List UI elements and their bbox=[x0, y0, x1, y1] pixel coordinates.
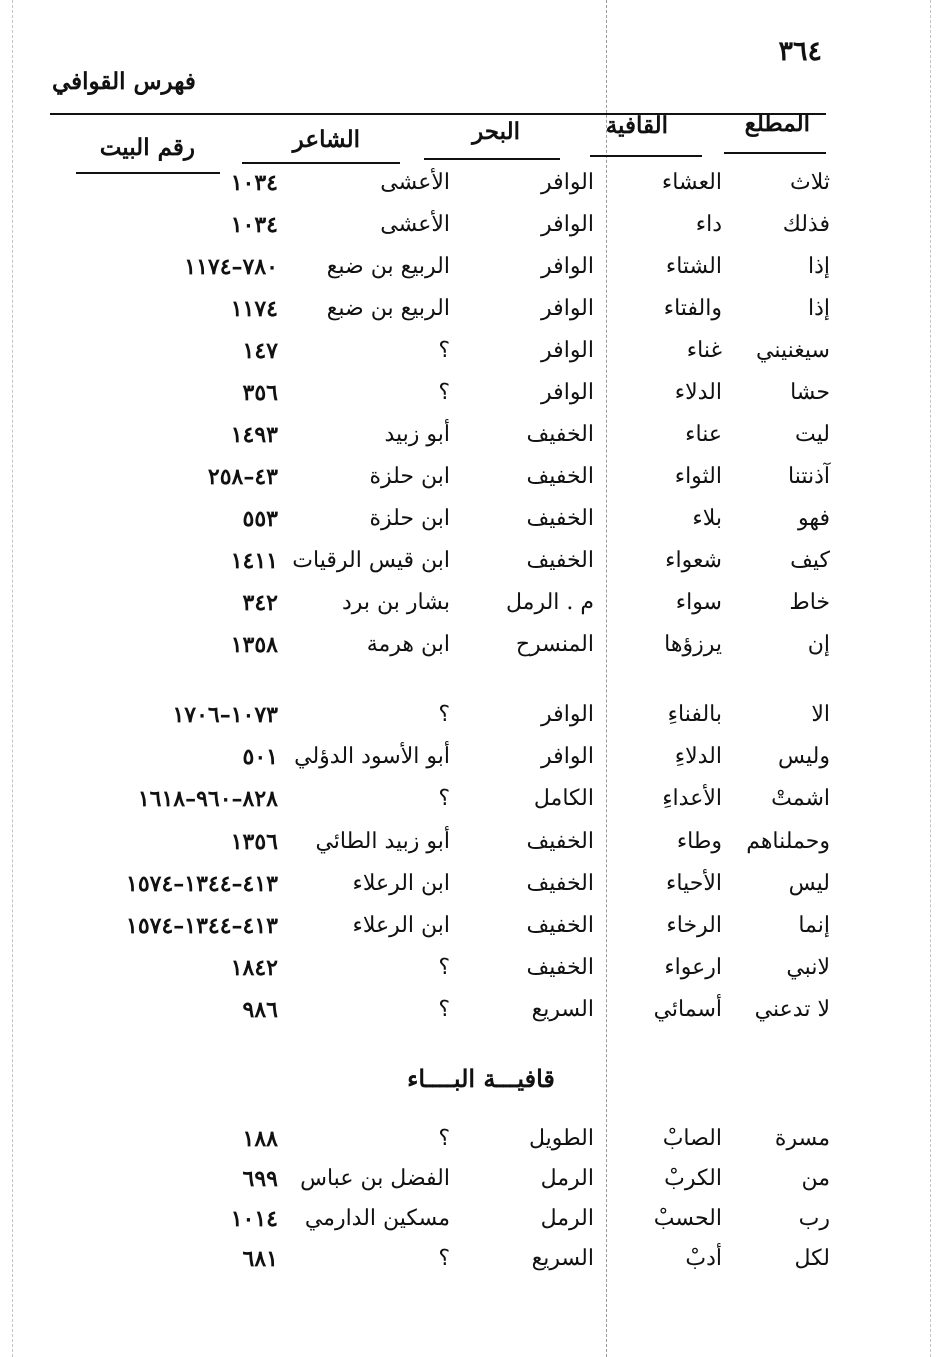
cell-matla: حشا bbox=[790, 380, 830, 405]
cell-bahr: الرمل bbox=[540, 1206, 594, 1231]
cell-raqm: ٥٠١ bbox=[242, 744, 278, 771]
cell-shaer: ؟ bbox=[438, 702, 450, 727]
cell-raqm: ١١٧٤ bbox=[230, 296, 278, 322]
cell-bahr: الخفيف bbox=[526, 955, 594, 981]
column-header-raqm-rule bbox=[76, 172, 220, 174]
column-header-qafiya: القافية bbox=[605, 112, 668, 139]
cell-matla: خاط bbox=[789, 590, 830, 615]
cell-bahr: الخفيف bbox=[526, 422, 594, 447]
cell-matla: سيغنيني bbox=[756, 338, 830, 363]
cell-shaer: أبو زبيد الطائي bbox=[315, 828, 450, 854]
cell-matla: الا bbox=[811, 702, 830, 727]
cell-raqm: ٤١٣–١٣٤٤–١٥٧٤ bbox=[126, 913, 278, 939]
column-header-bahr: البحر bbox=[472, 118, 520, 145]
cell-qafiya: يرزؤها bbox=[664, 632, 722, 657]
cell-bahr: الوافر bbox=[541, 254, 594, 279]
cell-matla: آذنتنا bbox=[787, 464, 830, 489]
cell-shaer: ابن قيس الرقيات bbox=[292, 548, 450, 573]
cell-bahr: الخفيف bbox=[526, 913, 594, 938]
cell-matla: إنما bbox=[798, 913, 830, 938]
header-rule bbox=[50, 113, 826, 115]
cell-qafiya: سواء bbox=[675, 590, 722, 615]
column-header-bahr-rule bbox=[424, 158, 560, 160]
cell-matla: وحملناهم bbox=[746, 828, 830, 854]
cell-qafiya: الحسبْ bbox=[653, 1206, 722, 1231]
running-title: فهرس القوافي bbox=[52, 68, 196, 95]
cell-shaer: الأعشى bbox=[380, 170, 450, 195]
cell-raqm: ١٤٧ bbox=[242, 338, 278, 364]
cell-shaer: ؟ bbox=[438, 338, 450, 363]
cell-qafiya: داء bbox=[695, 212, 722, 237]
cell-qafiya: الدلاءِ bbox=[674, 744, 722, 770]
cell-qafiya: العشاء bbox=[661, 170, 722, 195]
cell-raqm: ٣٤٢ bbox=[242, 590, 278, 616]
cell-qafiya: والفتاء bbox=[663, 296, 722, 321]
cell-raqm: ٤٣–٢٥٨ bbox=[207, 464, 278, 490]
cell-qafiya: الرخاء bbox=[666, 913, 722, 938]
cell-raqm: ١٨٤٢ bbox=[230, 955, 278, 982]
cell-matla: لكل bbox=[794, 1246, 830, 1271]
scan-gutter-line bbox=[606, 0, 607, 1357]
cell-bahr: الرمل bbox=[540, 1166, 594, 1191]
cell-bahr: الخفيف bbox=[526, 548, 594, 573]
cell-bahr: الوافر bbox=[541, 380, 594, 405]
cell-matla: ليت bbox=[795, 422, 830, 447]
cell-matla: إن bbox=[807, 632, 830, 657]
cell-bahr: الطويل bbox=[528, 1126, 594, 1151]
cell-bahr: الوافر bbox=[541, 702, 594, 727]
cell-bahr: الخفيف bbox=[526, 506, 594, 531]
cell-bahr: السريع bbox=[531, 997, 594, 1023]
cell-shaer: ؟ bbox=[438, 955, 450, 981]
page-number: ٣٦٤ bbox=[778, 36, 822, 67]
cell-raqm: ١٠٣٤ bbox=[230, 170, 278, 196]
cell-shaer: الأعشى bbox=[380, 212, 450, 237]
cell-shaer: ابن هرمة bbox=[366, 632, 450, 657]
cell-qafiya: أسمائي bbox=[653, 997, 722, 1023]
cell-matla: إذا bbox=[807, 296, 830, 321]
cell-matla: ليس bbox=[788, 870, 830, 896]
cell-qafiya: بالفناءِ bbox=[667, 702, 722, 727]
cell-raqm: ٧٨٠–١١٧٤ bbox=[184, 254, 278, 280]
scan-edge-line-left bbox=[12, 0, 13, 1357]
cell-shaer: ؟ bbox=[438, 997, 450, 1023]
section-heading-qafiyat-al-ba: قافيـــة البــــاء bbox=[407, 1064, 555, 1093]
cell-shaer: أبو الأسود الدؤلي bbox=[294, 744, 450, 770]
cell-qafiya: الصابْ bbox=[662, 1126, 722, 1151]
cell-matla: رب bbox=[798, 1206, 830, 1231]
cell-matla: ثلاث bbox=[790, 170, 830, 195]
column-header-shaer-rule bbox=[242, 162, 400, 164]
cell-shaer: بشار بن برد bbox=[342, 590, 450, 615]
cell-matla: وليس bbox=[777, 744, 830, 770]
cell-qafiya: الشتاء bbox=[665, 254, 722, 279]
cell-raqm: ٦٨١ bbox=[242, 1246, 278, 1272]
cell-raqm: ١٣٥٦ bbox=[230, 828, 278, 855]
cell-shaer: الربيع بن ضبع bbox=[326, 296, 450, 321]
cell-qafiya: شعواء bbox=[665, 548, 722, 573]
scan-edge-line-right bbox=[930, 0, 931, 1357]
cell-qafiya: الكربْ bbox=[664, 1166, 722, 1191]
cell-shaer: ؟ bbox=[438, 1246, 450, 1271]
column-header-qafiya-rule bbox=[590, 155, 702, 157]
cell-raqm: ١٤٩٣ bbox=[230, 422, 278, 448]
cell-matla: فهو bbox=[797, 506, 830, 531]
cell-shaer: ابن الرعلاء bbox=[352, 870, 450, 896]
cell-qafiya: الدلاء bbox=[674, 380, 722, 405]
cell-matla: فذلك bbox=[782, 212, 830, 237]
cell-qafiya: الأعداءِ bbox=[662, 786, 722, 812]
cell-bahr: السريع bbox=[531, 1246, 594, 1271]
column-header-matla: المطلع bbox=[744, 110, 810, 137]
cell-raqm: ٦٩٩ bbox=[242, 1166, 278, 1192]
cell-matla: إذا bbox=[807, 254, 830, 279]
cell-qafiya: عناء bbox=[685, 422, 722, 447]
cell-bahr: الخفيف bbox=[526, 870, 594, 896]
cell-raqm: ١٠٧٣–١٧٠٦ bbox=[172, 702, 278, 728]
cell-qafiya: بلاء bbox=[692, 506, 722, 531]
cell-raqm: ٤١٣–١٣٤٤–١٥٧٤ bbox=[126, 870, 278, 897]
cell-raqm: ١٠١٤ bbox=[230, 1206, 278, 1232]
cell-shaer: ابن الرعلاء bbox=[352, 913, 450, 938]
cell-qafiya: وطاء bbox=[676, 828, 722, 854]
cell-matla: لا تدعني bbox=[754, 997, 830, 1023]
cell-qafiya: الثواء bbox=[674, 464, 722, 489]
cell-raqm: ٣٥٦ bbox=[242, 380, 278, 406]
cell-bahr: الوافر bbox=[541, 296, 594, 321]
cell-bahr: الوافر bbox=[541, 212, 594, 237]
cell-shaer: ابن حلزة bbox=[369, 506, 450, 531]
column-header-matla-rule bbox=[724, 152, 826, 154]
cell-matla: مسرة bbox=[774, 1126, 830, 1151]
cell-matla: كيف bbox=[790, 548, 830, 573]
cell-qafiya: ارعواء bbox=[664, 955, 722, 981]
cell-bahr: الخفيف bbox=[526, 464, 594, 489]
cell-shaer: الربيع بن ضبع bbox=[326, 254, 450, 279]
cell-matla: من bbox=[801, 1166, 830, 1191]
cell-qafiya: أدبْ bbox=[685, 1246, 722, 1271]
cell-raqm: ١٨٨ bbox=[242, 1126, 278, 1152]
cell-shaer: أبو زبيد bbox=[384, 422, 450, 447]
cell-qafiya: غناء bbox=[686, 338, 722, 363]
cell-matla: اشمتْ bbox=[771, 786, 830, 812]
cell-shaer: الفضل بن عباس bbox=[300, 1166, 450, 1191]
cell-bahr: م . الرمل bbox=[506, 590, 594, 615]
cell-bahr: الخفيف bbox=[526, 828, 594, 854]
cell-bahr: الوافر bbox=[541, 338, 594, 363]
cell-raqm: ١٠٣٤ bbox=[230, 212, 278, 238]
column-header-raqm: رقم البيت bbox=[99, 134, 195, 161]
cell-bahr: الوافر bbox=[541, 170, 594, 195]
cell-qafiya: الأحياء bbox=[666, 870, 722, 896]
cell-shaer: ؟ bbox=[438, 380, 450, 405]
cell-raqm: ٨٢٨–٩٦٠–١٦١٨ bbox=[137, 786, 278, 813]
cell-raqm: ٥٥٣ bbox=[242, 506, 278, 532]
column-header-shaer: الشاعر bbox=[292, 126, 360, 153]
cell-bahr: الكامل bbox=[533, 786, 594, 812]
cell-raqm: ١٤١١ bbox=[230, 548, 278, 574]
cell-shaer: ؟ bbox=[438, 786, 450, 812]
cell-shaer: ابن حلزة bbox=[369, 464, 450, 489]
cell-matla: لانبي bbox=[786, 955, 830, 981]
cell-bahr: المنسرح bbox=[515, 632, 594, 657]
cell-raqm: ٩٨٦ bbox=[242, 997, 278, 1024]
cell-shaer: مسكين الدارمي bbox=[304, 1206, 450, 1231]
cell-raqm: ١٣٥٨ bbox=[230, 632, 278, 658]
cell-bahr: الوافر bbox=[541, 744, 594, 770]
cell-shaer: ؟ bbox=[438, 1126, 450, 1151]
